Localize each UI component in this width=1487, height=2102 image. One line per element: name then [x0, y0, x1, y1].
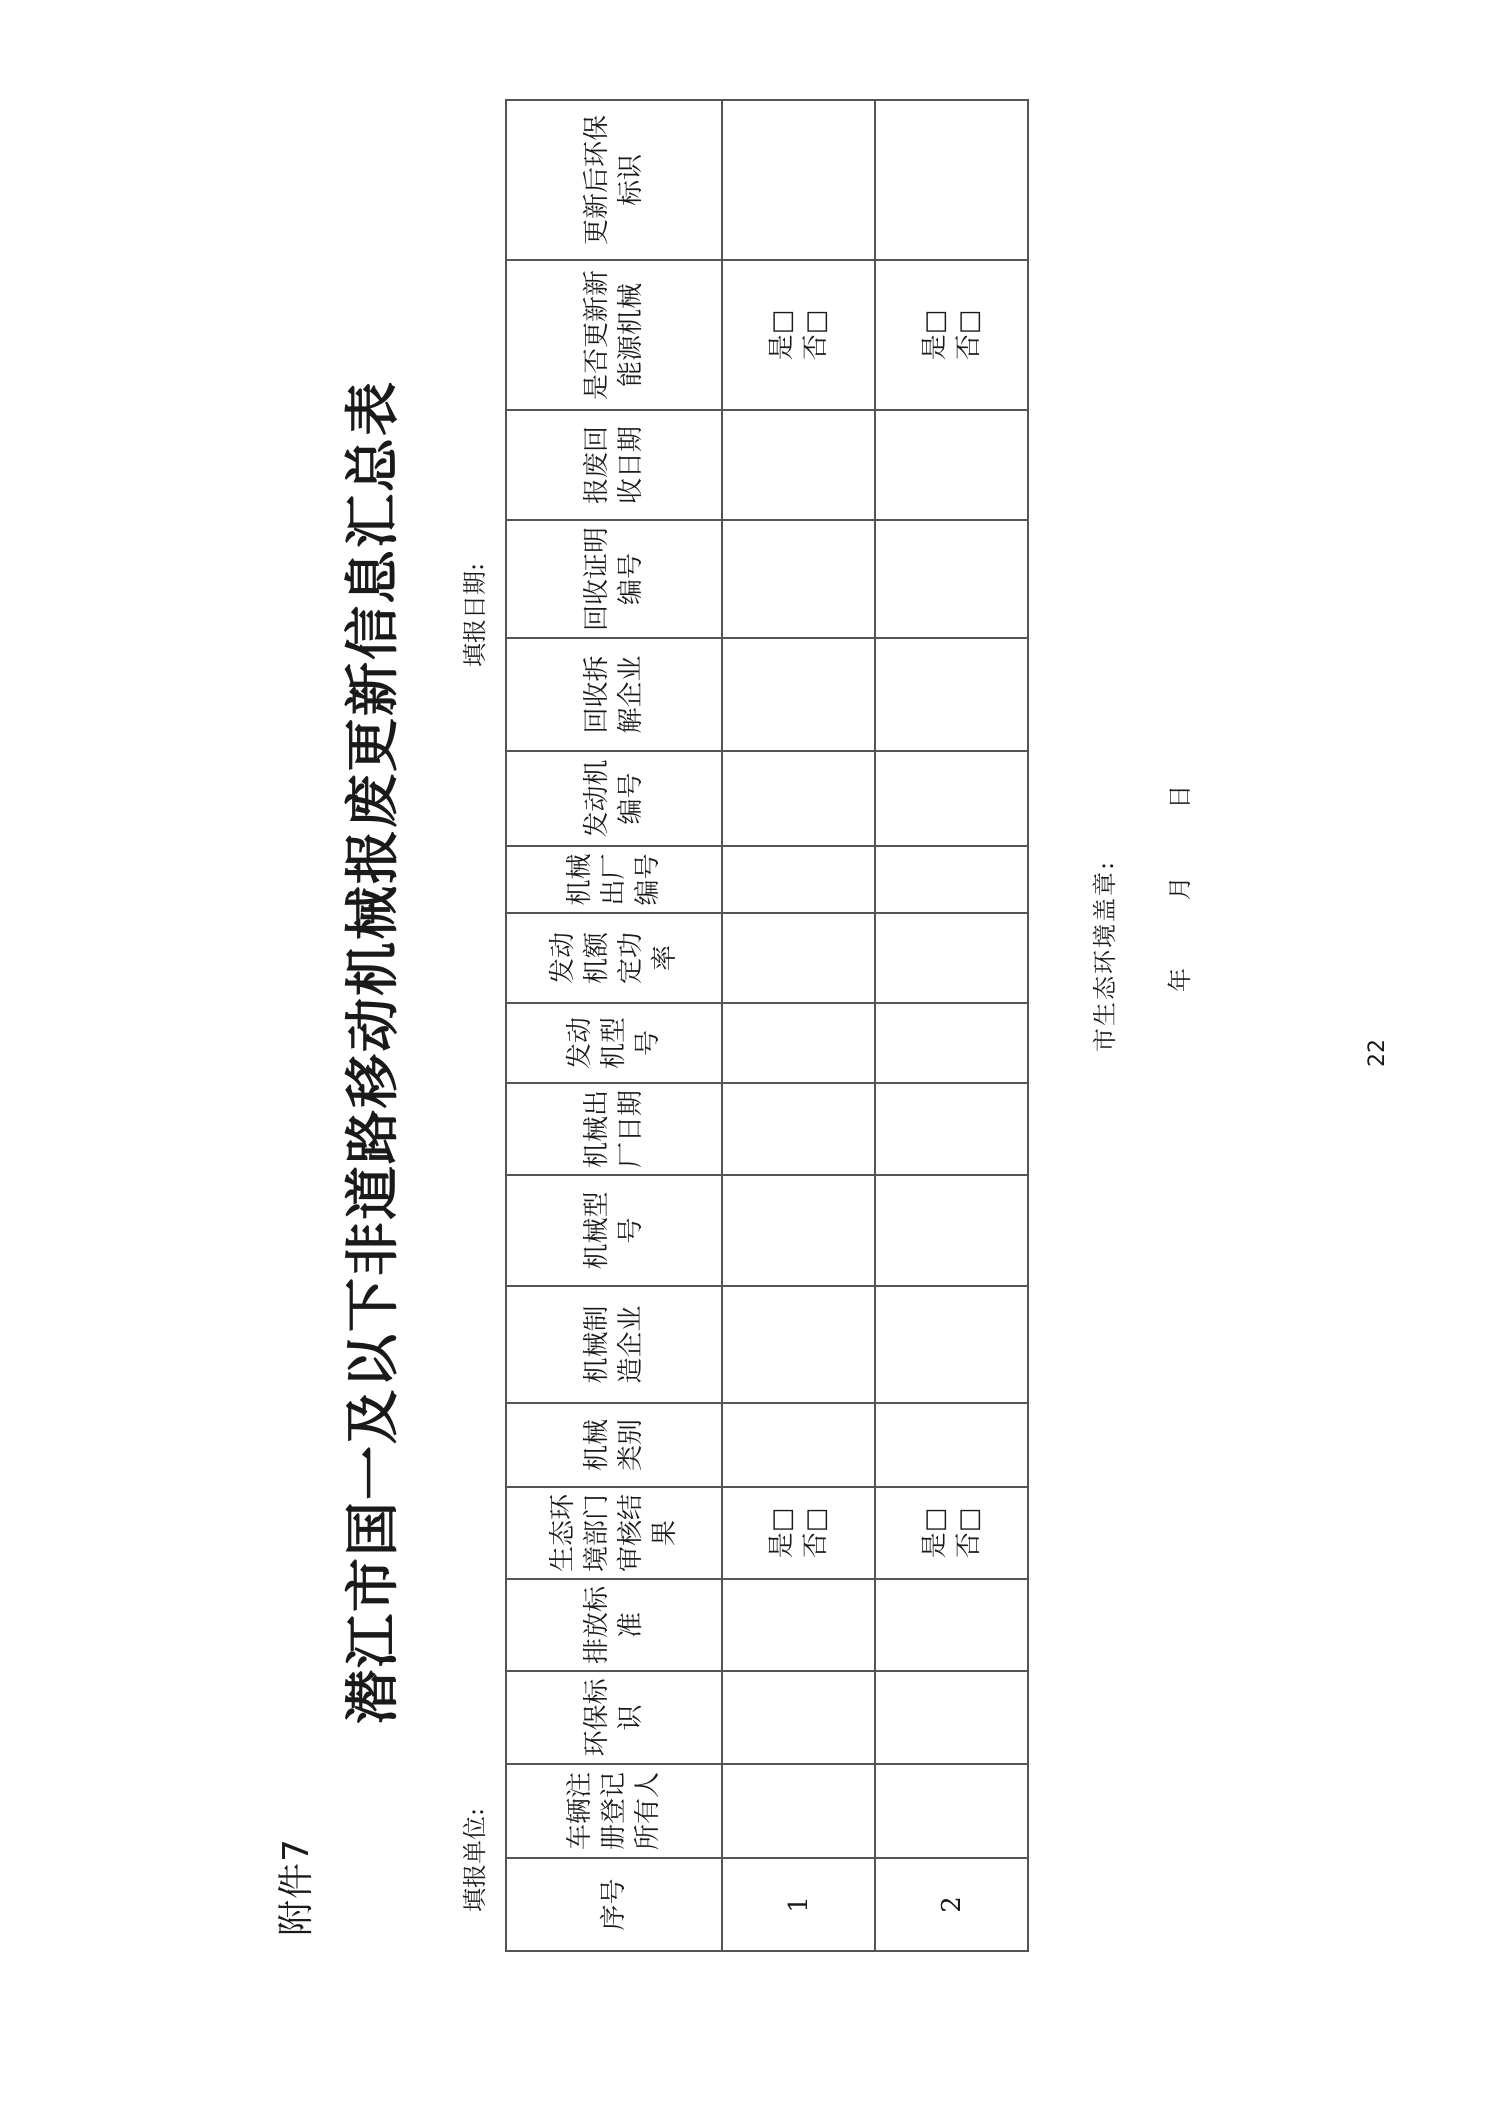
- header-machine-category: 机械类别: [506, 1403, 722, 1487]
- row-scrap-date-cell: [722, 410, 875, 520]
- fill-date-label: 填报日期:: [461, 562, 489, 667]
- row-dismantle-company-cell: [875, 638, 1028, 751]
- row-machine-serial-cell: [875, 846, 1028, 913]
- page-number: 22: [1365, 1039, 1390, 1067]
- row-seq: 2: [875, 1858, 1028, 1951]
- header-seq: 序号: [506, 1858, 722, 1951]
- row-scrap-date-cell: [875, 410, 1028, 520]
- row-manufacture-date-cell: [875, 1083, 1028, 1175]
- header-engine-serial: 发动机编号: [506, 751, 722, 846]
- row-machine-serial-cell: [722, 846, 875, 913]
- header-owner: 车辆注册登记所有人: [506, 1764, 722, 1858]
- row-emission-standard-cell: [722, 1579, 875, 1671]
- row-manufacture-date-cell: [722, 1083, 875, 1175]
- header-review-result: 生态环境部门审核结果: [506, 1487, 722, 1579]
- row-recycle-cert-cell: [722, 520, 875, 638]
- review-yes-checkbox[interactable]: 是□: [919, 1507, 950, 1559]
- header-new-energy: 是否更新新能源机械: [506, 260, 722, 410]
- row-new-env-label-cell: [875, 100, 1028, 260]
- row-seq: 1: [722, 1858, 875, 1951]
- new-energy-yes-checkbox[interactable]: 是□: [919, 309, 950, 361]
- row-machine-model-cell: [722, 1175, 875, 1286]
- new-energy-yes-checkbox[interactable]: 是□: [766, 309, 797, 361]
- signature-date-line: 年 月 日: [1166, 784, 1194, 992]
- table-row: [722, 100, 875, 1951]
- row-owner-cell: [722, 1764, 875, 1858]
- row-engine-power-cell: [722, 913, 875, 1003]
- row-owner-cell: [875, 1764, 1028, 1858]
- row-emission-standard-cell: [875, 1579, 1028, 1671]
- table-row: [875, 100, 1028, 1951]
- new-energy-no-checkbox[interactable]: 否□: [800, 309, 831, 361]
- header-dismantle-company: 回收拆解企业: [506, 638, 722, 751]
- header-machine-model: 机械型号: [506, 1175, 722, 1286]
- review-no-checkbox[interactable]: 否□: [953, 1507, 984, 1559]
- review-no-checkbox[interactable]: 否□: [800, 1507, 831, 1559]
- row-machine-category-cell: [875, 1403, 1028, 1487]
- header-engine-model: 发动机型号: [506, 1003, 722, 1083]
- annex-label: 附件7: [276, 1838, 317, 1936]
- row-machine-category-cell: [722, 1403, 875, 1487]
- table-header-row: [506, 100, 722, 1951]
- row-engine-serial-cell: [722, 751, 875, 846]
- fill-unit-label: 填报单位:: [461, 1807, 489, 1912]
- stamp-label: 市生态环境盖章:: [1091, 859, 1119, 1052]
- row-engine-power-cell: [875, 913, 1028, 1003]
- header-manufacturer: 机械制造企业: [506, 1286, 722, 1403]
- row-review-result-cell: [875, 1487, 1028, 1579]
- new-energy-no-checkbox[interactable]: 否□: [953, 309, 984, 361]
- header-recycle-cert-no: 回收证明编号: [506, 520, 722, 638]
- row-manufacturer-cell: [722, 1286, 875, 1403]
- row-new-energy-cell: [875, 260, 1028, 410]
- row-new-energy-cell: [722, 260, 875, 410]
- header-new-env-label: 更新后环保标识: [506, 100, 722, 260]
- header-manufacture-date: 机械出厂日期: [506, 1083, 722, 1175]
- row-engine-serial-cell: [875, 751, 1028, 846]
- row-manufacturer-cell: [875, 1286, 1028, 1403]
- header-machine-serial: 机械出厂编号: [506, 846, 722, 913]
- row-engine-model-cell: [722, 1003, 875, 1083]
- summary-table: [505, 99, 1029, 1952]
- row-new-env-label-cell: [722, 100, 875, 260]
- header-engine-power: 发动机额定功率: [506, 913, 722, 1003]
- header-env-label: 环保标识: [506, 1671, 722, 1764]
- review-yes-checkbox[interactable]: 是□: [766, 1507, 797, 1559]
- header-scrap-date: 报废回收日期: [506, 410, 722, 520]
- header-emission-standard: 排放标准: [506, 1579, 722, 1671]
- row-machine-model-cell: [875, 1175, 1028, 1286]
- document-title: 潜江市国一及以下非道路移动机械报废更新信息汇总表: [340, 380, 404, 1724]
- row-env-label-cell: [722, 1671, 875, 1764]
- row-env-label-cell: [875, 1671, 1028, 1764]
- row-recycle-cert-cell: [875, 520, 1028, 638]
- row-review-result-cell: [722, 1487, 875, 1579]
- row-dismantle-company-cell: [722, 638, 875, 751]
- row-engine-model-cell: [875, 1003, 1028, 1083]
